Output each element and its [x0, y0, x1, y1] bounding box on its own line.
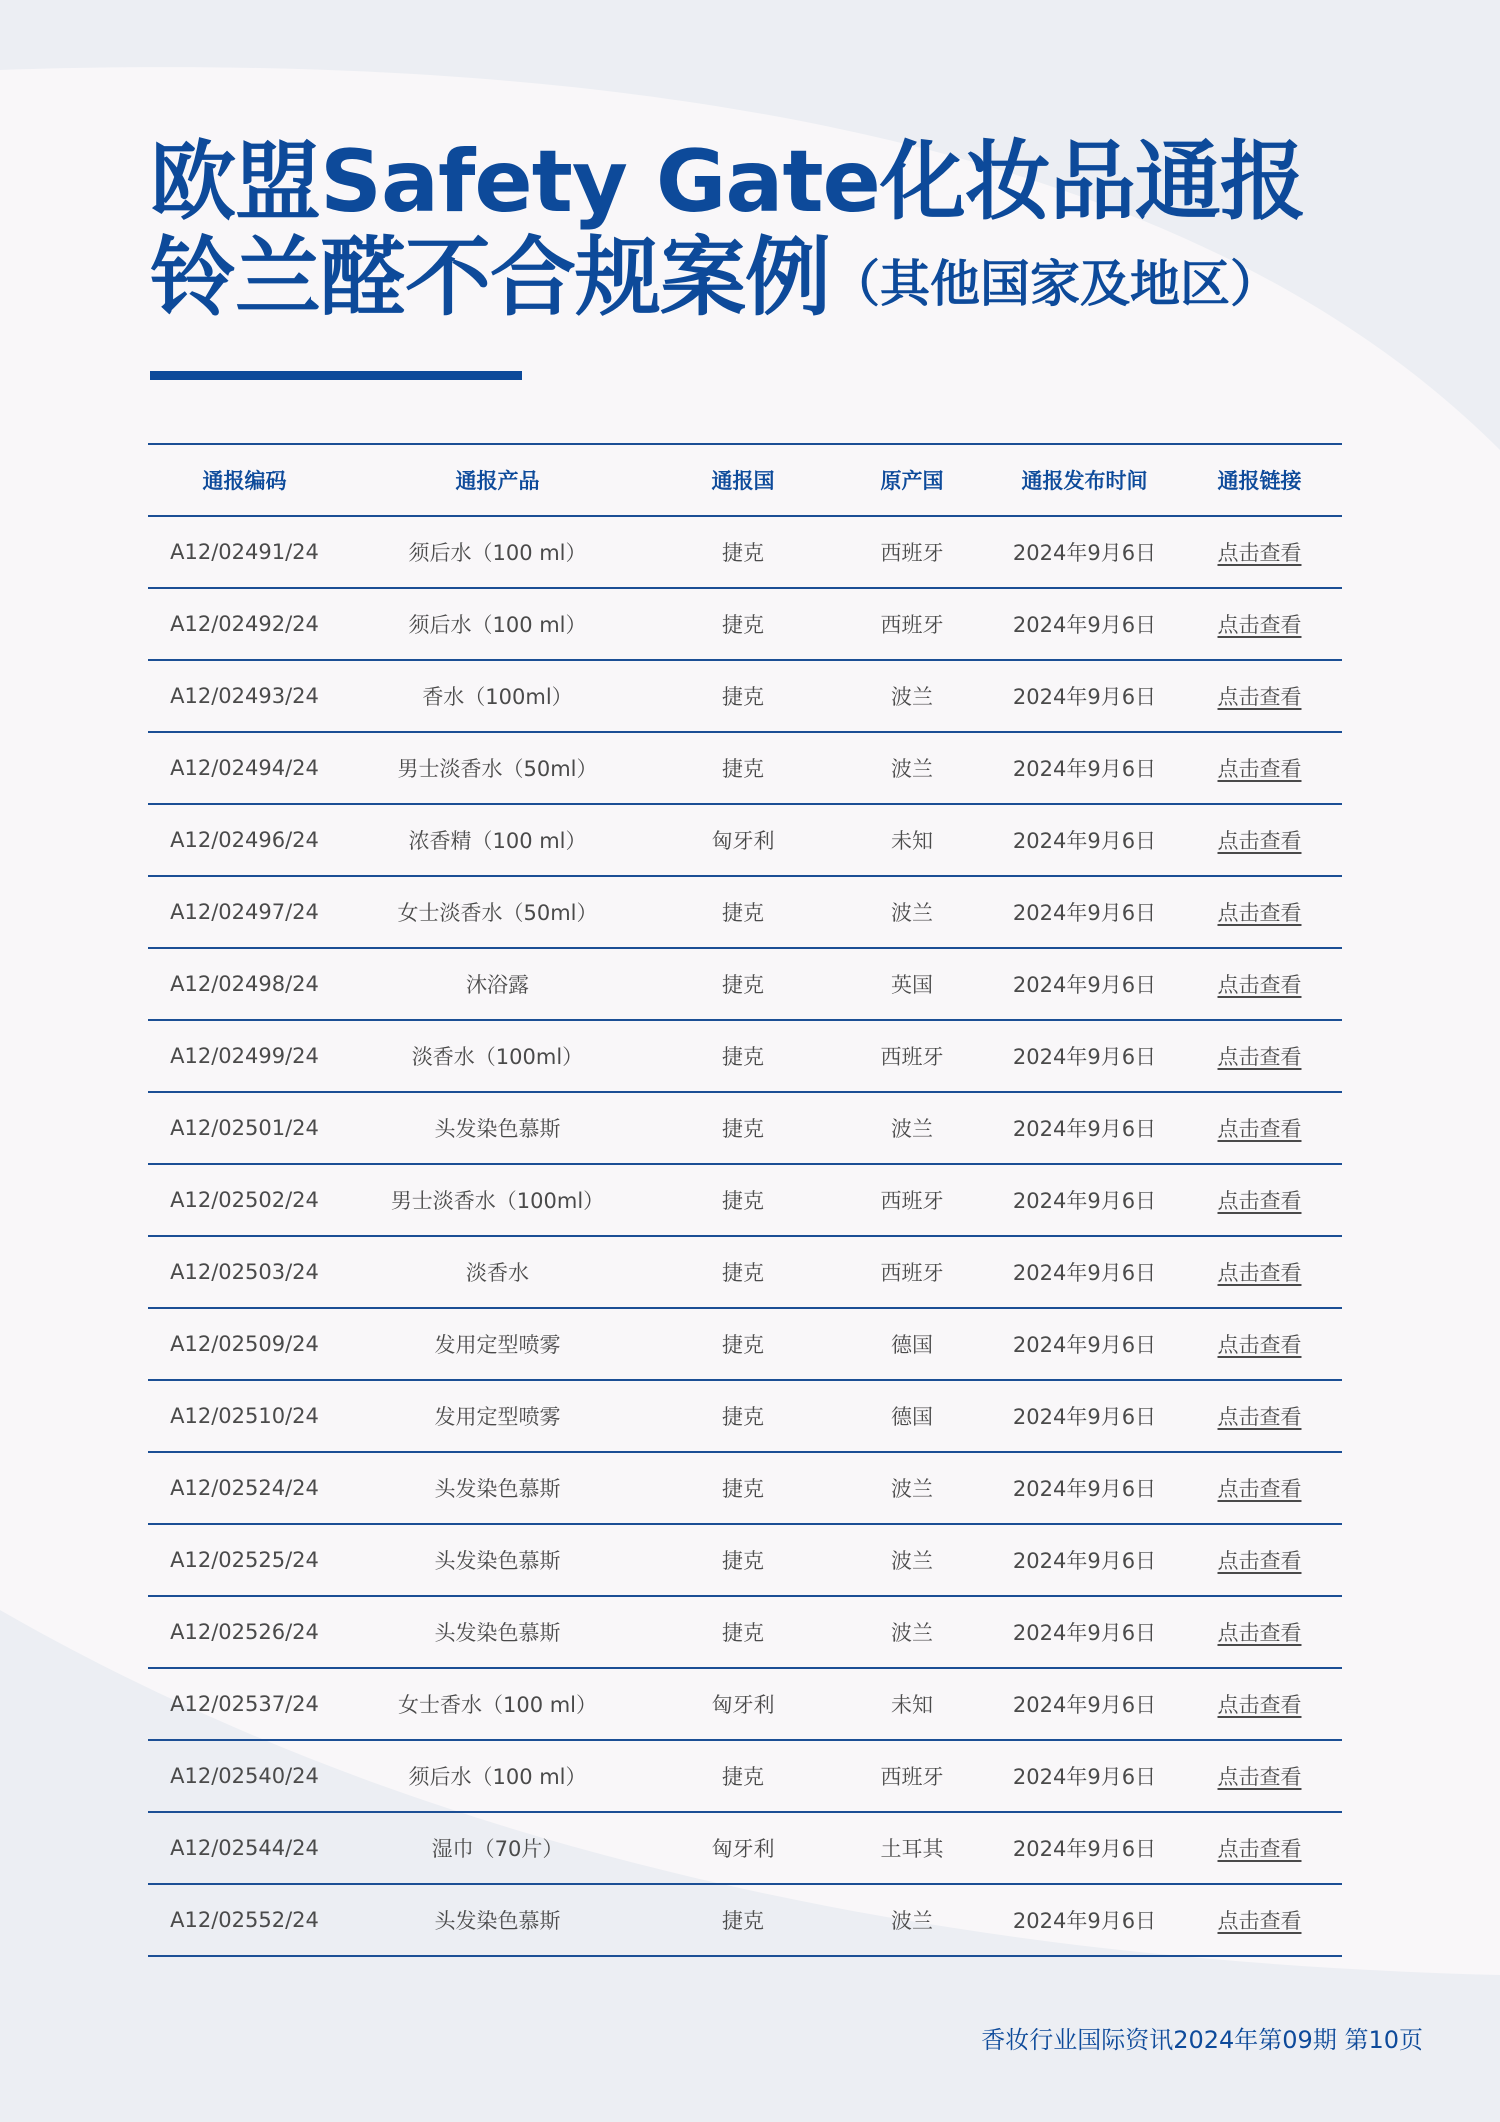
table-row — [148, 1236, 1342, 1308]
cell-code: A12/02525/24 — [148, 1524, 341, 1596]
view-link[interactable]: 点击查看 — [1177, 1092, 1342, 1164]
table-row — [148, 1452, 1342, 1524]
cell-code: A12/02526/24 — [148, 1596, 341, 1668]
table-row — [148, 1524, 1342, 1596]
cell-notifying-country: 捷克 — [654, 732, 832, 804]
cell-product: 淡香水（100ml） — [341, 1020, 654, 1092]
cell-publish-date: 2024年9月6日 — [992, 1884, 1177, 1956]
cell-publish-date: 2024年9月6日 — [992, 1524, 1177, 1596]
cell-code: A12/02493/24 — [148, 660, 341, 732]
cell-origin-country: 波兰 — [832, 876, 992, 948]
cell-notifying-country: 捷克 — [654, 1524, 832, 1596]
cell-product: 须后水（100 ml） — [341, 1740, 654, 1812]
cell-notifying-country: 捷克 — [654, 1740, 832, 1812]
cell-publish-date: 2024年9月6日 — [992, 1596, 1177, 1668]
view-link[interactable]: 点击查看 — [1177, 1668, 1342, 1740]
view-link[interactable]: 点击查看 — [1177, 516, 1342, 588]
cell-publish-date: 2024年9月6日 — [992, 588, 1177, 660]
header-origin-country: 原产国 — [832, 444, 992, 516]
cell-product: 头发染色慕斯 — [341, 1524, 654, 1596]
table-row — [148, 1164, 1342, 1236]
cell-product: 头发染色慕斯 — [341, 1596, 654, 1668]
cell-product: 女士淡香水（50ml） — [341, 876, 654, 948]
table-body — [148, 516, 1342, 1956]
table-row — [148, 732, 1342, 804]
cell-origin-country: 波兰 — [832, 1884, 992, 1956]
cell-publish-date: 2024年9月6日 — [992, 1812, 1177, 1884]
cell-product: 沐浴露 — [341, 948, 654, 1020]
table-row — [148, 1740, 1342, 1812]
cell-origin-country: 德国 — [832, 1380, 992, 1452]
header-link: 通报链接 — [1177, 444, 1342, 516]
cell-product: 湿巾（70片） — [341, 1812, 654, 1884]
cell-code: A12/02509/24 — [148, 1308, 341, 1380]
cell-notifying-country: 捷克 — [654, 876, 832, 948]
cell-origin-country: 英国 — [832, 948, 992, 1020]
title-line-2 — [150, 230, 1305, 332]
cell-product: 浓香精（100 ml） — [341, 804, 654, 876]
cell-code: A12/02494/24 — [148, 732, 341, 804]
header-notifying-country: 通报国 — [654, 444, 832, 516]
cell-notifying-country: 捷克 — [654, 1236, 832, 1308]
cell-notifying-country: 捷克 — [654, 516, 832, 588]
cell-origin-country: 波兰 — [832, 732, 992, 804]
cell-product: 女士香水（100 ml） — [341, 1668, 654, 1740]
table-row — [148, 948, 1342, 1020]
page-title — [150, 134, 1305, 332]
title-line-1: 欧盟Safety Gate化妆品通报 — [150, 132, 1305, 232]
cell-origin-country: 波兰 — [832, 1092, 992, 1164]
cell-code: A12/02544/24 — [148, 1812, 341, 1884]
header-code: 通报编码 — [148, 444, 341, 516]
page-footer: 香妆行业国际资讯2024年第09期 第10页 — [981, 2026, 1423, 2054]
cell-origin-country: 西班牙 — [832, 516, 992, 588]
cell-origin-country: 西班牙 — [832, 1164, 992, 1236]
table-row — [148, 876, 1342, 948]
table-row — [148, 1812, 1342, 1884]
view-link[interactable]: 点击查看 — [1177, 1164, 1342, 1236]
view-link[interactable]: 点击查看 — [1177, 732, 1342, 804]
cell-notifying-country: 匈牙利 — [654, 1812, 832, 1884]
cell-origin-country: 西班牙 — [832, 588, 992, 660]
cell-notifying-country: 匈牙利 — [654, 1668, 832, 1740]
cell-publish-date: 2024年9月6日 — [992, 876, 1177, 948]
cell-origin-country: 西班牙 — [832, 1740, 992, 1812]
view-link[interactable]: 点击查看 — [1177, 948, 1342, 1020]
cell-publish-date: 2024年9月6日 — [992, 1092, 1177, 1164]
table-row — [148, 1596, 1342, 1668]
cell-notifying-country: 捷克 — [654, 1596, 832, 1668]
cell-product: 男士淡香水（100ml） — [341, 1164, 654, 1236]
title-region-note: （其他国家及地区） — [830, 255, 1280, 313]
cell-origin-country: 未知 — [832, 1668, 992, 1740]
cell-code: A12/02503/24 — [148, 1236, 341, 1308]
cell-notifying-country: 捷克 — [654, 588, 832, 660]
view-link[interactable]: 点击查看 — [1177, 660, 1342, 732]
table-row — [148, 1380, 1342, 1452]
cell-code: A12/02524/24 — [148, 1452, 341, 1524]
table-row — [148, 1092, 1342, 1164]
cell-code: A12/02537/24 — [148, 1668, 341, 1740]
cell-notifying-country: 捷克 — [654, 660, 832, 732]
cell-notifying-country: 捷克 — [654, 1092, 832, 1164]
table-row — [148, 1020, 1342, 1092]
view-link[interactable]: 点击查看 — [1177, 1596, 1342, 1668]
cell-publish-date: 2024年9月6日 — [992, 1740, 1177, 1812]
cell-publish-date: 2024年9月6日 — [992, 1164, 1177, 1236]
cell-notifying-country: 捷克 — [654, 1380, 832, 1452]
view-link[interactable]: 点击查看 — [1177, 588, 1342, 660]
cell-publish-date: 2024年9月6日 — [992, 1236, 1177, 1308]
cell-code: A12/02496/24 — [148, 804, 341, 876]
cell-product: 淡香水 — [341, 1236, 654, 1308]
cell-code: A12/02491/24 — [148, 516, 341, 588]
view-link[interactable]: 点击查看 — [1177, 1812, 1342, 1884]
table-row — [148, 1668, 1342, 1740]
cell-product: 香水（100ml） — [341, 660, 654, 732]
view-link[interactable]: 点击查看 — [1177, 1524, 1342, 1596]
cell-origin-country: 波兰 — [832, 1596, 992, 1668]
cell-code: A12/02540/24 — [148, 1740, 341, 1812]
notification-table — [148, 443, 1342, 1957]
title-line-2-main: 铃兰醛不合规案例 — [150, 228, 830, 328]
table-row — [148, 588, 1342, 660]
cell-code: A12/02552/24 — [148, 1884, 341, 1956]
cell-origin-country: 土耳其 — [832, 1812, 992, 1884]
cell-origin-country: 德国 — [832, 1308, 992, 1380]
cell-notifying-country: 捷克 — [654, 1308, 832, 1380]
cell-product: 发用定型喷雾 — [341, 1380, 654, 1452]
cell-code: A12/02501/24 — [148, 1092, 341, 1164]
view-link[interactable]: 点击查看 — [1177, 1308, 1342, 1380]
table-row — [148, 1884, 1342, 1956]
cell-publish-date: 2024年9月6日 — [992, 1380, 1177, 1452]
cell-product: 须后水（100 ml） — [341, 516, 654, 588]
cell-code: A12/02499/24 — [148, 1020, 341, 1092]
view-link[interactable]: 点击查看 — [1177, 1740, 1342, 1812]
cell-notifying-country: 匈牙利 — [654, 804, 832, 876]
cell-code: A12/02502/24 — [148, 1164, 341, 1236]
cell-notifying-country: 捷克 — [654, 948, 832, 1020]
cell-publish-date: 2024年9月6日 — [992, 1020, 1177, 1092]
cell-publish-date: 2024年9月6日 — [992, 732, 1177, 804]
header-publish-date: 通报发布时间 — [992, 444, 1177, 516]
view-link[interactable]: 点击查看 — [1177, 804, 1342, 876]
cell-code: A12/02498/24 — [148, 948, 341, 1020]
table-row — [148, 1308, 1342, 1380]
cell-publish-date: 2024年9月6日 — [992, 1668, 1177, 1740]
table-row — [148, 804, 1342, 876]
title-underline — [150, 371, 522, 380]
cell-product: 须后水（100 ml） — [341, 588, 654, 660]
cell-publish-date: 2024年9月6日 — [992, 1308, 1177, 1380]
cell-origin-country: 波兰 — [832, 660, 992, 732]
cell-publish-date: 2024年9月6日 — [992, 1452, 1177, 1524]
table-row — [148, 516, 1342, 588]
table-header-row — [148, 444, 1342, 516]
cell-product: 头发染色慕斯 — [341, 1092, 654, 1164]
header-product: 通报产品 — [341, 444, 654, 516]
cell-origin-country: 西班牙 — [832, 1020, 992, 1092]
cell-origin-country: 未知 — [832, 804, 992, 876]
cell-product: 头发染色慕斯 — [341, 1452, 654, 1524]
cell-product: 头发染色慕斯 — [341, 1884, 654, 1956]
view-link[interactable]: 点击查看 — [1177, 1020, 1342, 1092]
cell-publish-date: 2024年9月6日 — [992, 660, 1177, 732]
cell-code: A12/02510/24 — [148, 1380, 341, 1452]
cell-notifying-country: 捷克 — [654, 1020, 832, 1092]
view-link[interactable]: 点击查看 — [1177, 1236, 1342, 1308]
cell-product: 发用定型喷雾 — [341, 1308, 654, 1380]
cell-publish-date: 2024年9月6日 — [992, 516, 1177, 588]
cell-notifying-country: 捷克 — [654, 1884, 832, 1956]
cell-code: A12/02492/24 — [148, 588, 341, 660]
view-link[interactable]: 点击查看 — [1177, 1452, 1342, 1524]
cell-publish-date: 2024年9月6日 — [992, 948, 1177, 1020]
view-link[interactable]: 点击查看 — [1177, 1380, 1342, 1452]
cell-notifying-country: 捷克 — [654, 1164, 832, 1236]
cell-origin-country: 波兰 — [832, 1524, 992, 1596]
cell-origin-country: 波兰 — [832, 1452, 992, 1524]
cell-notifying-country: 捷克 — [654, 1452, 832, 1524]
cell-product: 男士淡香水（50ml） — [341, 732, 654, 804]
table-row — [148, 660, 1342, 732]
view-link[interactable]: 点击查看 — [1177, 876, 1342, 948]
cell-origin-country: 西班牙 — [832, 1236, 992, 1308]
view-link[interactable]: 点击查看 — [1177, 1884, 1342, 1956]
cell-code: A12/02497/24 — [148, 876, 341, 948]
cell-publish-date: 2024年9月6日 — [992, 804, 1177, 876]
